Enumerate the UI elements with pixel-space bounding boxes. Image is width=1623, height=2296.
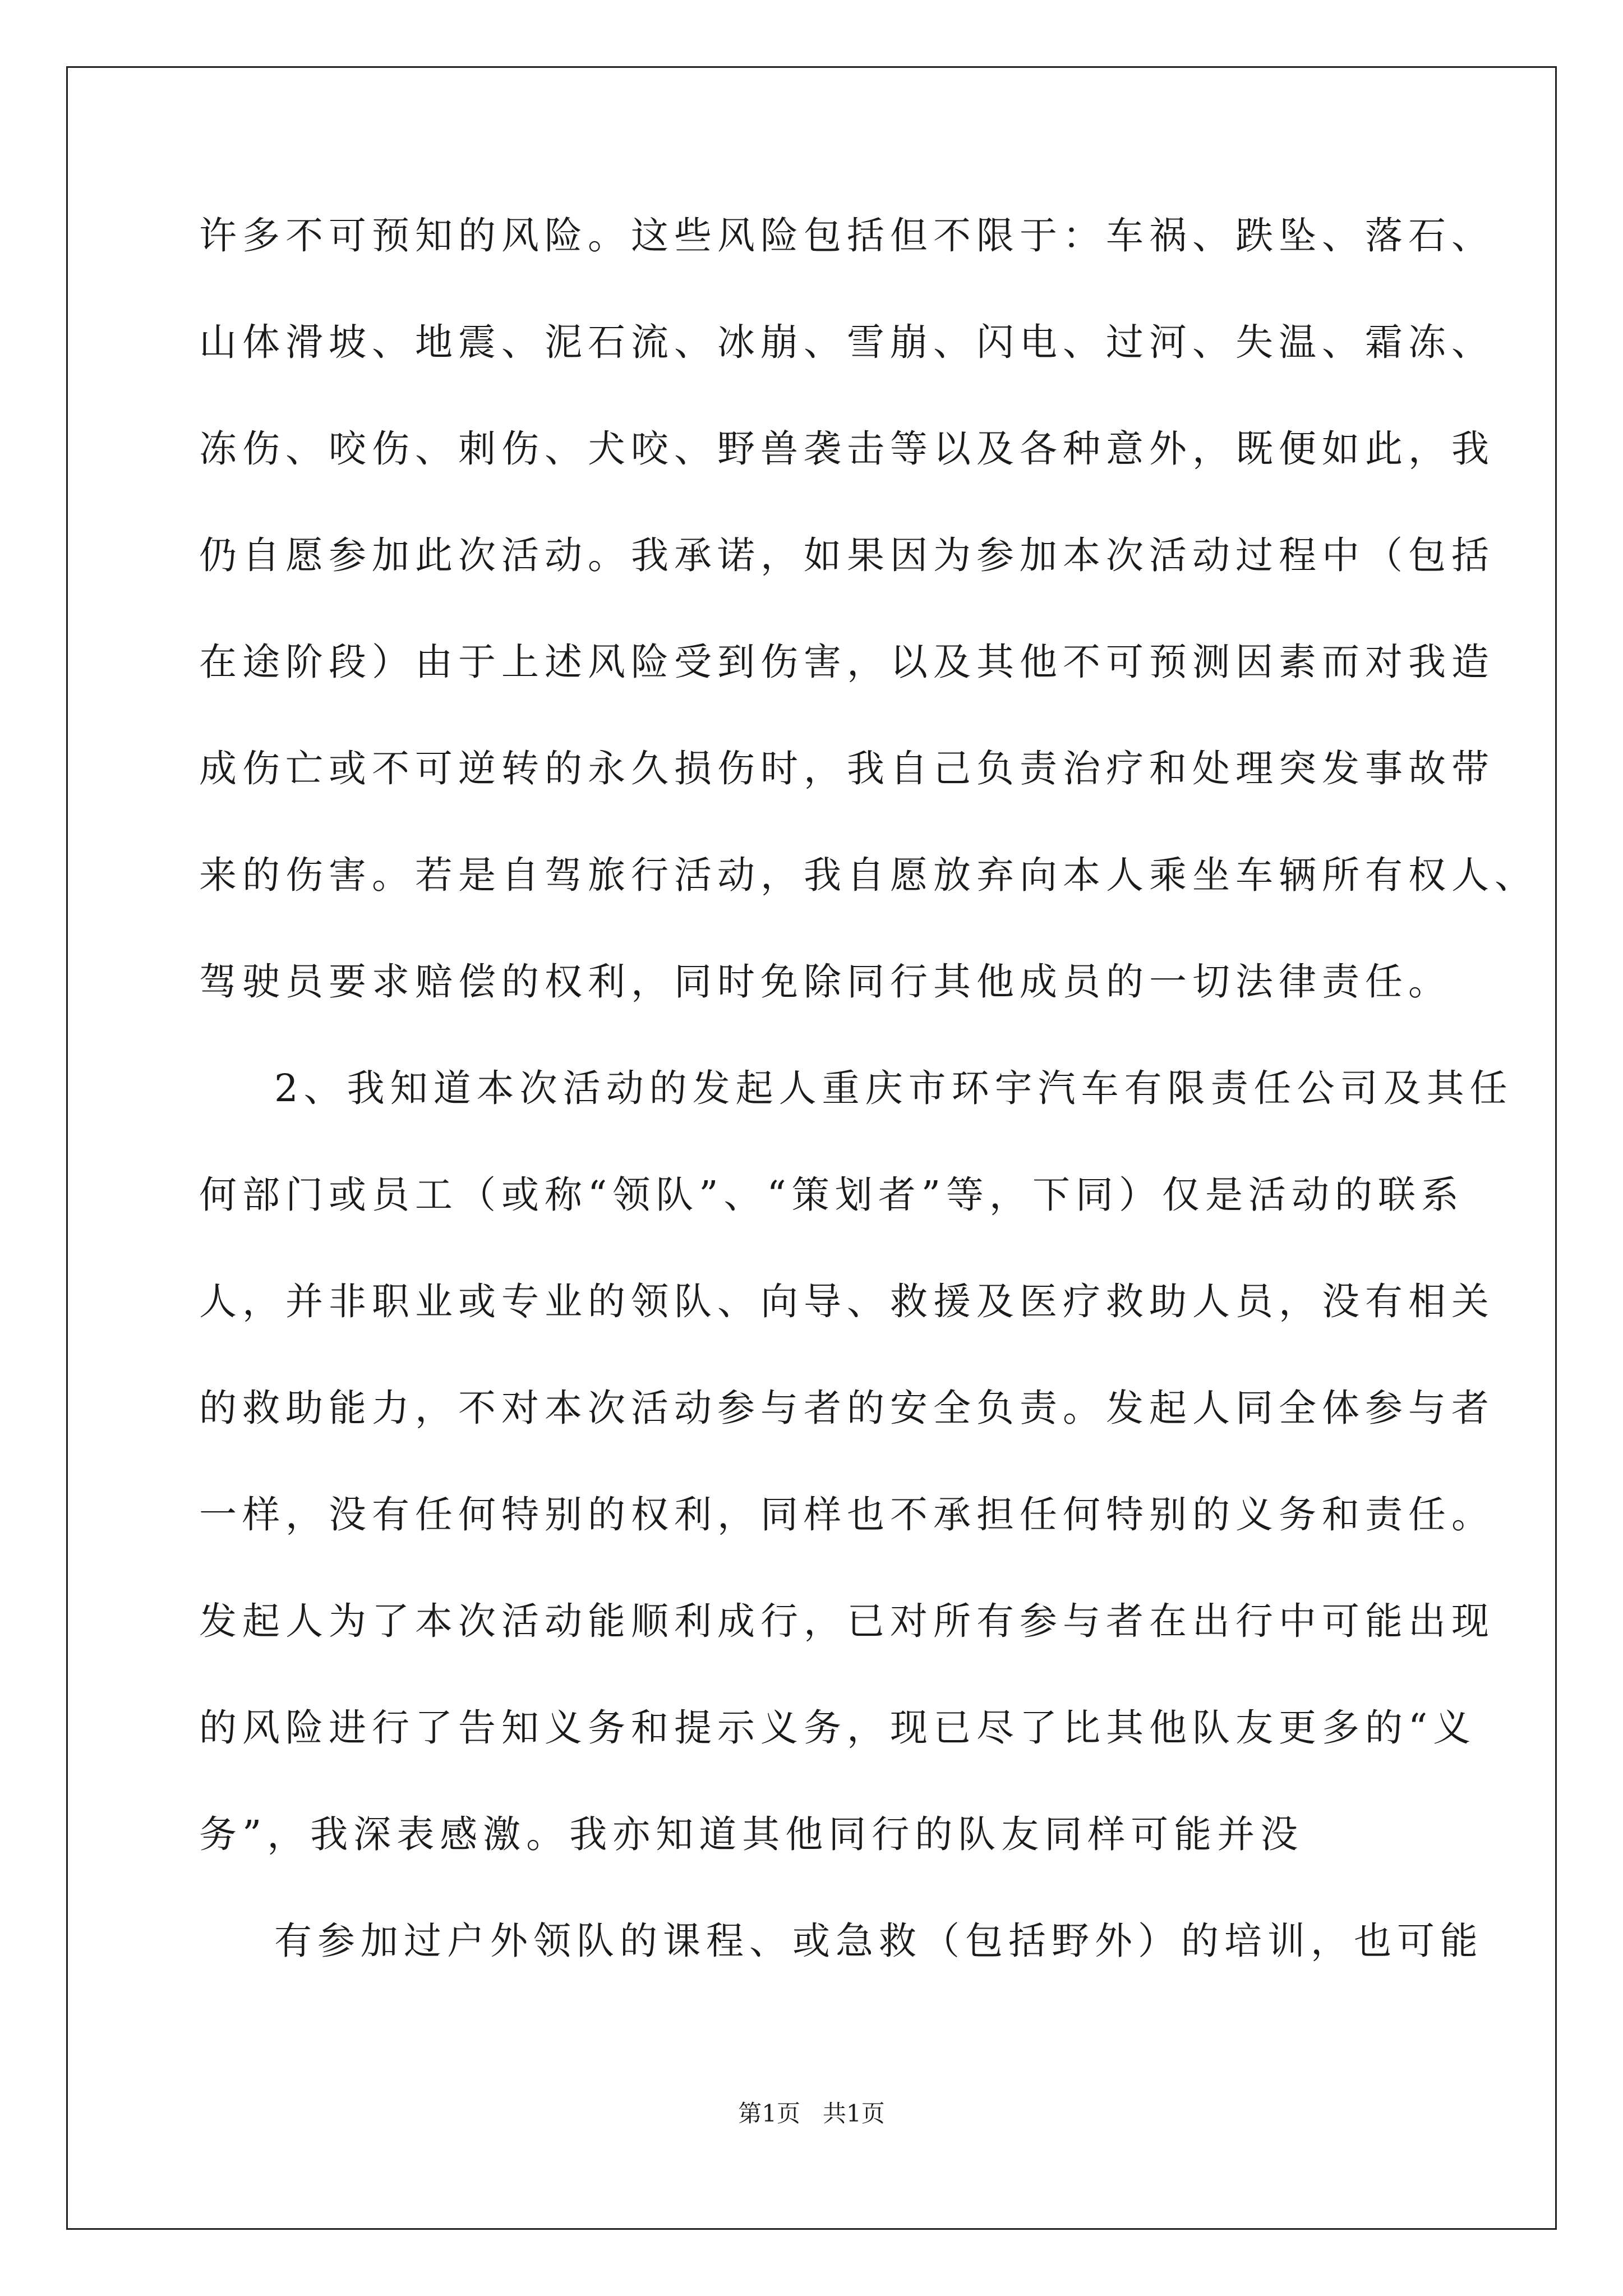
text-line: 仍自愿参加此次活动。我承诺，如果因为参加本次活动过程中（包括	[199, 533, 1495, 577]
text-line: 发起人为了本次活动能顺利成行，已对所有参与者在出行中可能出现	[199, 1599, 1495, 1643]
text-line: 驾驶员要求赔偿的权利，同时免除同行其他成员的一切法律责任。	[199, 960, 1451, 1004]
text-line: 在途阶段）由于上述风险受到伤害，以及其他不可预测因素而对我造	[199, 640, 1495, 684]
text-line: 一样，没有任何特别的权利，同样也不承担任何特别的义务和责任。	[199, 1493, 1495, 1536]
text-line: 来的伤害。若是自驾旅行活动，我自愿放弃向本人乘坐车辆所有权人、	[199, 853, 1538, 897]
text-line: 人，并非职业或专业的领队、向导、救援及医疗救助人员，没有相关	[199, 1280, 1495, 1323]
paragraph-start-line: 有参加过户外领队的课程、或急救（包括野外）的培训，也可能	[274, 1919, 1483, 1963]
text-line: 许多不可预知的风险。这些风险包括但不限于：车祸、跌坠、落石、	[199, 214, 1495, 257]
text-line: 何部门或员工（或称“领队”、“策划者”等，下同）仅是活动的联系	[199, 1173, 1465, 1217]
text-line: 务”，我深表感激。我亦知道其他同行的队友同样可能并没	[199, 1812, 1304, 1856]
text-line: 成伤亡或不可逆转的永久损伤时，我自己负责治疗和处理突发事故带	[199, 747, 1495, 790]
page-number-footer: 第1页 共1页	[738, 2100, 885, 2127]
text-line: 的救助能力，不对本次活动参与者的安全负责。发起人同全体参与者	[199, 1386, 1495, 1430]
paragraph-start-line: 2、我知道本次活动的发起人重庆市环宇汽车有限责任公司及其任	[274, 1066, 1513, 1110]
document-body	[199, 208, 1538, 2019]
text-line: 山体滑坡、地震、泥石流、冰崩、雪崩、闪电、过河、失温、霜冻、	[199, 320, 1495, 364]
text-line: 的风险进行了告知义务和提示义务，现已尽了比其他队友更多的“义	[199, 1706, 1477, 1750]
text-line: 冻伤、咬伤、刺伤、犬咬、野兽袭击等以及各种意外，既便如此，我	[199, 427, 1495, 471]
